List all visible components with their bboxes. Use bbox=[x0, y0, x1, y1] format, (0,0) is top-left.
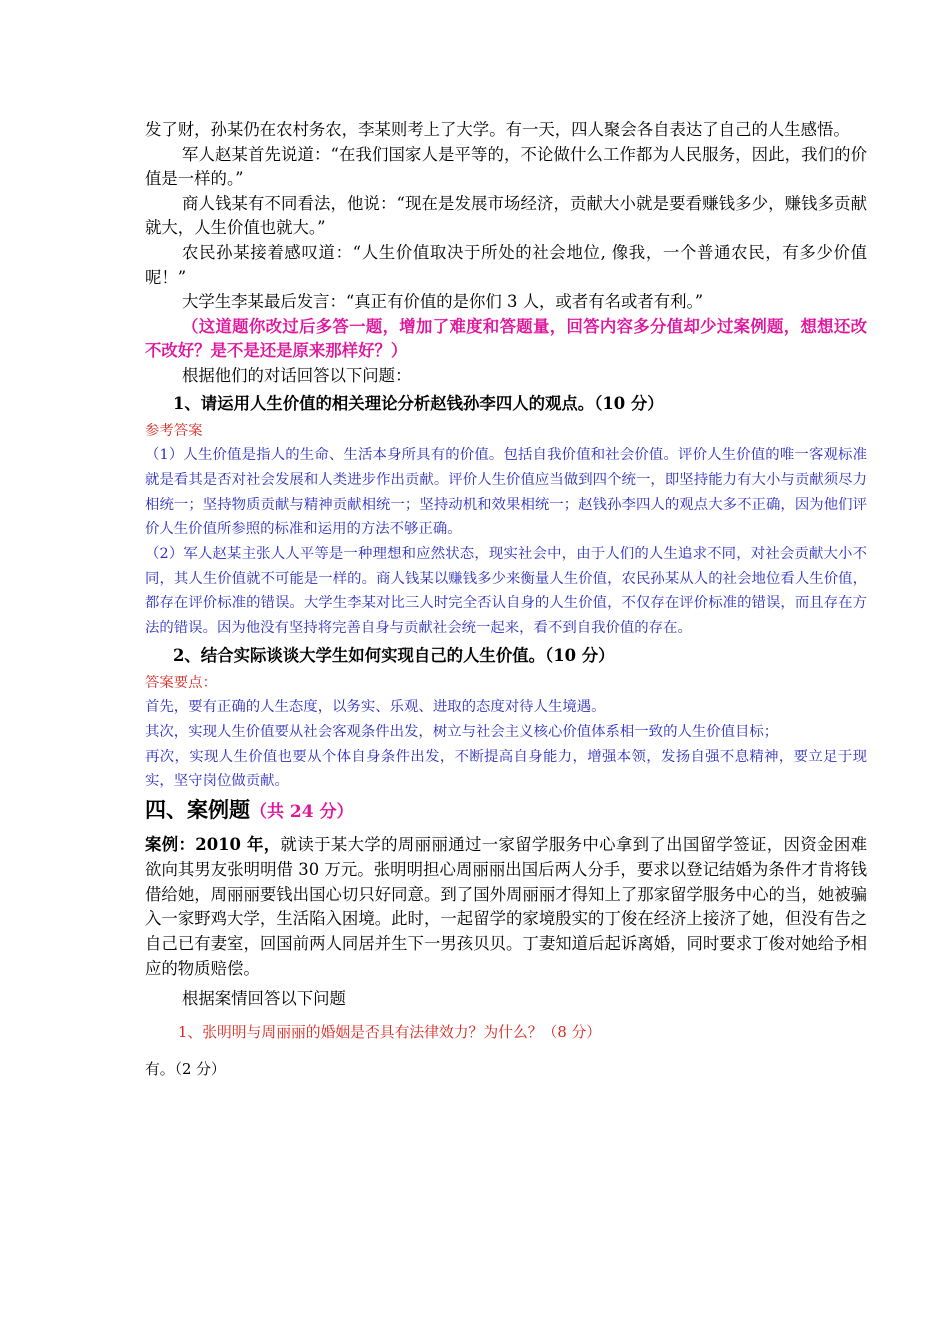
case-instruction: 根据案情回答以下问题 bbox=[182, 989, 346, 1009]
answer-1-part-1: （1）人生价值是指人的生命、生活本身所具有的价值。包括自我价值和社会价值。评价人生价值的唯一客观标准就是看其是否对社会发展和人类进步作出贡献。评价人生价值应当做到四个统一，即坚持能力有大小与贡献须尽力相统一；坚持物质贡献与精神贡献相统一；坚持动机和效果相统一；赵钱孙李四人的观点大多不正确，因为他们评价人生价值所参照的标准和运用的方法不够正确。 bbox=[145, 447, 867, 538]
question-1: 1、请运用人生价值的相关理论分析赵钱孙李四人的观点。（10 分） bbox=[173, 393, 664, 413]
teacher-comment: （这道题你改过后多答一题，增加了难度和答题量，回答内容多分值却少过案例题，想想还改不改好？是不是还是原来那样好？） bbox=[145, 316, 867, 361]
case-lead: 案例：2010 年， bbox=[145, 835, 281, 855]
case-question-1: 1、张明明与周丽丽的婚姻是否具有法律效力？为什么？（8 分） bbox=[178, 1023, 602, 1041]
answer-2-point-2: 其次，实现人生价值要从社会客观条件出发，树立与社会主义核心价值体系相一致的人生价值目标； bbox=[145, 724, 779, 741]
story-paragraph-zhao: 军人赵某首先说道：“在我们国家人是平等的，不论做什么工作都为人民服务，因此，我们的价值是一样的。” bbox=[145, 144, 867, 189]
answer-2-point-1: 首先，要有正确的人生态度，以务实、乐观、进取的态度对待人生境遇。 bbox=[145, 699, 606, 716]
question-2: 2、结合实际谈谈大学生如何实现自己的人生价值。（10 分） bbox=[173, 645, 615, 665]
story-paragraph: 发了财，孙某仍在农村务农，李某则考上了大学。有一天，四人聚会各自表达了自己的人生感悟。 bbox=[145, 120, 850, 139]
case-answer-1: 有。（2 分） bbox=[145, 1060, 226, 1078]
answer-1-part-2: （2）军人赵某主张人人平等是一种理想和应然状态，现实社会中，由于人们的人生追求不同，对社会贡献大小不同，其人生价值就不可能是一样的。商人钱某以赚钱多少来衡量人生价值，农民孙某从人的社会地位看人生价值，都存在评价标准的错误。大学生李某对比三人时完全否认自身的人生价值，不仅存在评价标准的错误，而且存在方法的错误。因为他没有坚持将完善自身与贡献社会统一起来，看不到自我价值的存在。 bbox=[145, 545, 867, 637]
reference-answer-label: 参考答案 bbox=[145, 423, 203, 440]
section-title: 四、案例题 bbox=[145, 797, 250, 823]
question-instruction: 根据他们的对话回答以下问题： bbox=[182, 365, 412, 385]
answer-points-label: 答案要点： bbox=[145, 675, 217, 692]
section-heading bbox=[145, 795, 867, 827]
case-paragraph bbox=[145, 833, 867, 981]
story-paragraph-li: 大学生李某最后发言：“真正有价值的是你们 3 人，或者有名或者有利。” bbox=[182, 292, 704, 312]
case-text: 就读于某大学的周丽丽通过一家留学服务中心拿到了出国留学签证，因资金困难欲向其男友张明明借 30 万元。张明明担心周丽丽出国后两人分手，要求以登记结婚为条件才肯将钱借给她，周丽丽要钱出国心切只好同意。到了国外周丽丽才得知上了那家留学服务中心的当，她被骗入一家野鸡大学，生活陷入困境。此时，一起留学的家境殷实的丁俊在经济上接济了她，但没有告之自己已有妻室，回国前两人同居并生下一男孩贝贝。丁妻知道后起诉离婚，同时要求丁俊对她给予相应的物质赔偿。 bbox=[145, 835, 868, 978]
story-paragraph-qian: 商人钱某有不同看法，他说：“现在是发展市场经济，贡献大小就是要看赚钱多少，赚钱多贡献就大，人生价值也就大。” bbox=[145, 193, 867, 238]
answer-2-point-3: 再次，实现人生价值也要从个体自身条件出发，不断提高自身能力，增强本领，发扬自强不息精神，要立足于现实，坚守岗位做贡献。 bbox=[145, 748, 867, 790]
document-page bbox=[145, 118, 867, 1082]
section-points: （共 24 分） bbox=[250, 802, 354, 823]
story-paragraph-sun: 农民孙某接着感叹道：“人生价值取决于所处的社会地位, 像我，一个普通农民，有多少价值呢！” bbox=[145, 242, 867, 287]
